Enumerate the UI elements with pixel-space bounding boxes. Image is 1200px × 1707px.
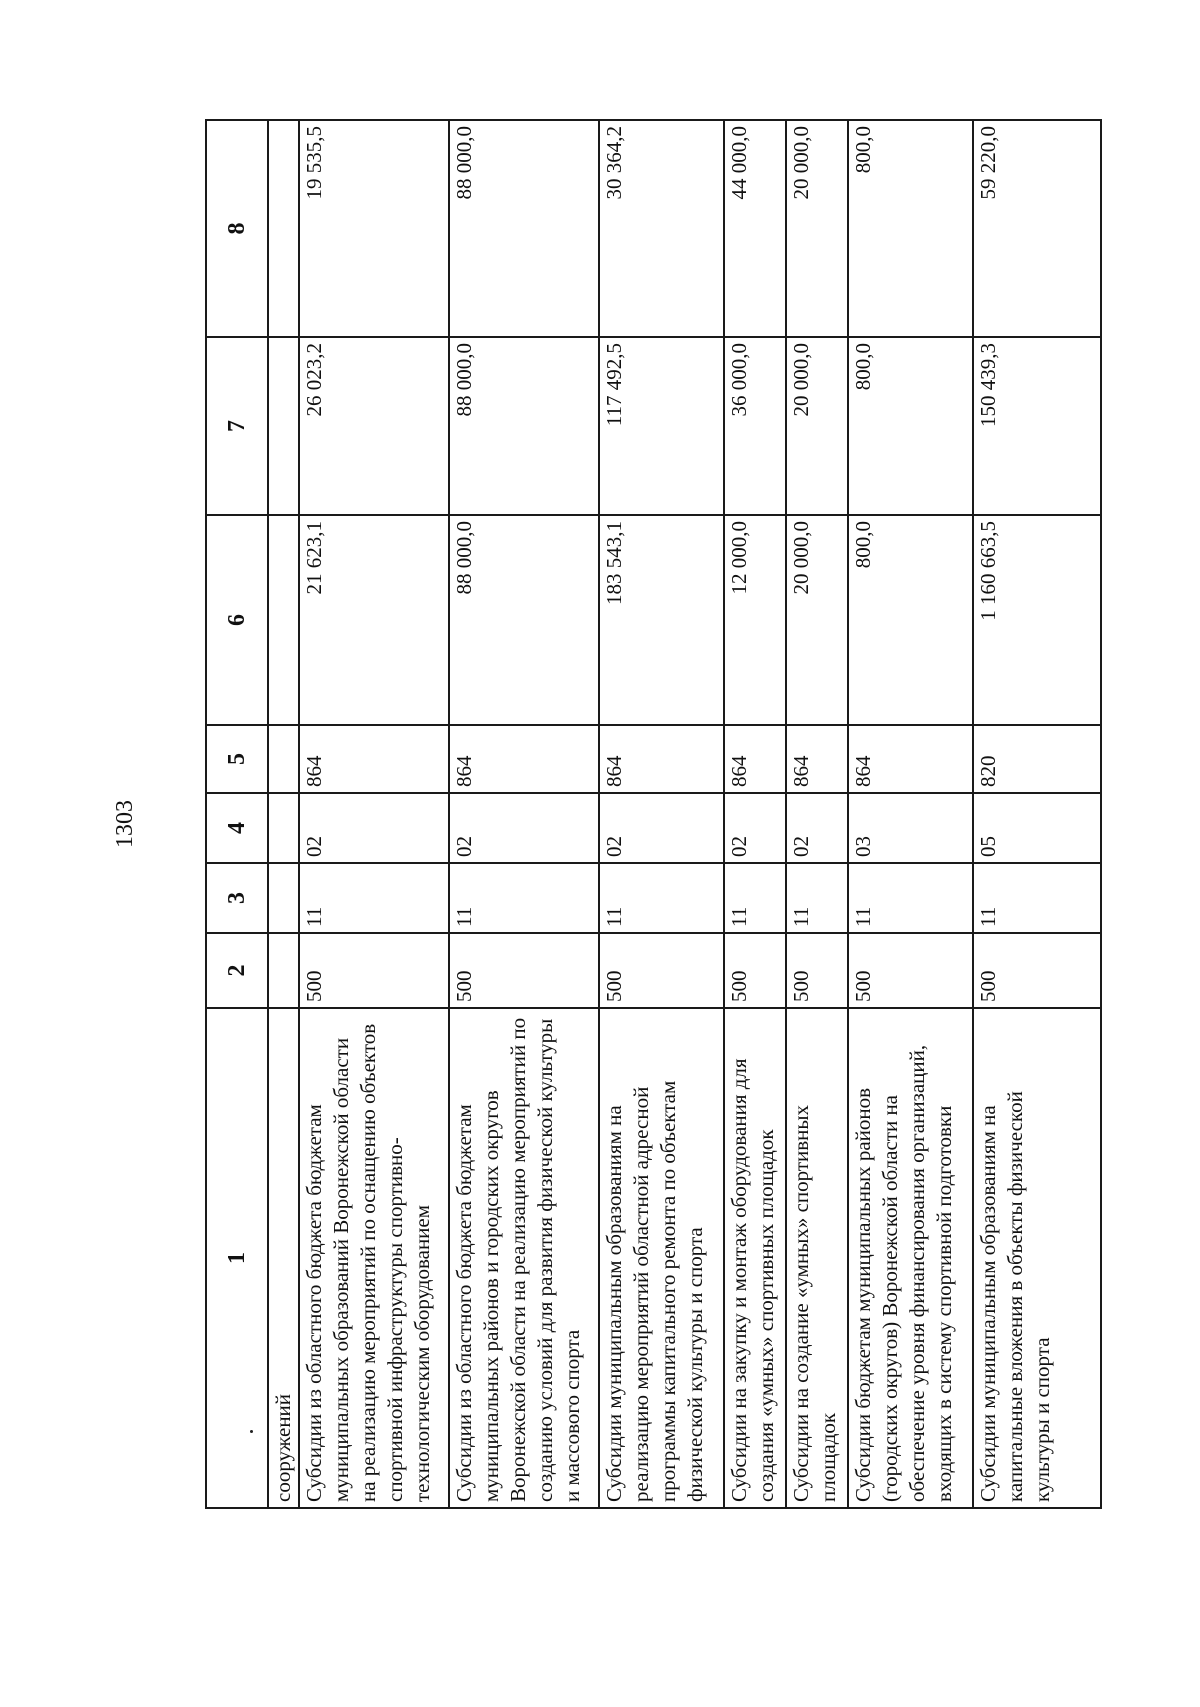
cell-col-2: 500: [973, 933, 1101, 1008]
row-name: Субсидии из областного бюджета бюджетам муниципальных районов и городских округов Воронежской области на реализацию мероприятий по созданию условий для развития физической культуры и массового спорта: [449, 1008, 599, 1508]
cell-col-3: 11: [724, 863, 786, 933]
cell-col-8: 19 535,5: [299, 120, 449, 337]
cell-col-7: 26 023,2: [299, 337, 449, 515]
col-header-1: 1: [206, 1008, 268, 1508]
cell-col-3: 11: [299, 863, 449, 933]
row-name: Субсидии муниципальным образованиям на реализацию мероприятий областной адресной программы капитального ремонта по объектам физической культуры и спорта: [599, 1008, 724, 1508]
cell-col-3: 11: [449, 863, 599, 933]
continuation-text: сооружений: [268, 1008, 299, 1508]
cell-col-2: 500: [724, 933, 786, 1008]
cell-col-3: 11: [599, 863, 724, 933]
cell-col-4: 03: [848, 793, 973, 863]
cell-col-3: 11: [973, 863, 1101, 933]
cell-col-5: 864: [848, 725, 973, 793]
col-header-5: 5: [206, 725, 268, 793]
table-row: [299, 120, 449, 1508]
cell-col-8: 59 220,0: [973, 120, 1101, 337]
cell-col-8: 800,0: [848, 120, 973, 337]
row-name: Субсидии из областного бюджета бюджетам муниципальных образований Воронежской области на реализацию мероприятий по оснащению объектов спортивной инфраструктуры спортивно-технологическим оборудованием: [299, 1008, 449, 1508]
budget-table: [205, 119, 1102, 1509]
cell-col-8: 20 000,0: [786, 120, 848, 337]
cell-col-5: 864: [599, 725, 724, 793]
cell-col-6: 1 160 663,5: [973, 515, 1101, 725]
table-row: [848, 120, 973, 1508]
cell-col-5: 820: [973, 725, 1101, 793]
continuation-row: [268, 120, 299, 1508]
col-header-3: 3: [206, 863, 268, 933]
table-row: [449, 120, 599, 1508]
row-name: Субсидии на закупку и монтаж оборудования для создания «умных» спортивных площадок: [724, 1008, 786, 1508]
cell-col-5: 864: [786, 725, 848, 793]
cell-col-8: 88 000,0: [449, 120, 599, 337]
col-header-6: 6: [206, 515, 268, 725]
cell-col-2: 500: [786, 933, 848, 1008]
cell-col-7: 88 000,0: [449, 337, 599, 515]
row-name: Субсидии муниципальным образованиям на капитальные вложения в объекты физической культуры и спорта: [973, 1008, 1101, 1508]
page-number: 1303: [112, 800, 138, 848]
cell-col-8: 30 364,2: [599, 120, 724, 337]
cell-col-4: 02: [599, 793, 724, 863]
cell-col-7: 20 000,0: [786, 337, 848, 515]
cell-col-3: 11: [848, 863, 973, 933]
cell-col-4: 02: [449, 793, 599, 863]
cell-col-2: 500: [299, 933, 449, 1008]
cell-col-7: 36 000,0: [724, 337, 786, 515]
table-row: [786, 120, 848, 1508]
cell-col-7: 800,0: [848, 337, 973, 515]
cell-col-5: 864: [299, 725, 449, 793]
table-row: [724, 120, 786, 1508]
cell-col-3: 11: [786, 863, 848, 933]
cell-col-4: 02: [786, 793, 848, 863]
cell-col-6: 21 623,1: [299, 515, 449, 725]
row-name: Субсидии бюджетам муниципальных районов (городских округов) Воронежской области на обеспечение уровня финансирования организаций, входящих в систему спортивной подготовки: [848, 1008, 973, 1508]
cell-col-5: 864: [449, 725, 599, 793]
header-row: [206, 120, 268, 1508]
cell-col-5: 864: [724, 725, 786, 793]
cell-col-7: 150 439,3: [973, 337, 1101, 515]
cell-col-6: 800,0: [848, 515, 973, 725]
table-row: [973, 120, 1101, 1508]
table-row: [599, 120, 724, 1508]
cell-col-6: 88 000,0: [449, 515, 599, 725]
cell-col-4: 05: [973, 793, 1101, 863]
cell-col-6: 183 543,1: [599, 515, 724, 725]
cell-col-6: 12 000,0: [724, 515, 786, 725]
cell-col-2: 500: [599, 933, 724, 1008]
cell-col-6: 20 000,0: [786, 515, 848, 725]
col-header-8: 8: [206, 120, 268, 337]
cell-col-2: 500: [848, 933, 973, 1008]
col-header-4: 4: [206, 793, 268, 863]
cell-col-8: 44 000,0: [724, 120, 786, 337]
cell-col-4: 02: [724, 793, 786, 863]
cell-col-4: 02: [299, 793, 449, 863]
row-name: Субсидии на создание «умных» спортивных площадок: [786, 1008, 848, 1508]
rotated-table-container: [205, 121, 1102, 1509]
col-header-7: 7: [206, 337, 268, 515]
cell-col-2: 500: [449, 933, 599, 1008]
col-header-2: 2: [206, 933, 268, 1008]
cell-col-7: 117 492,5: [599, 337, 724, 515]
